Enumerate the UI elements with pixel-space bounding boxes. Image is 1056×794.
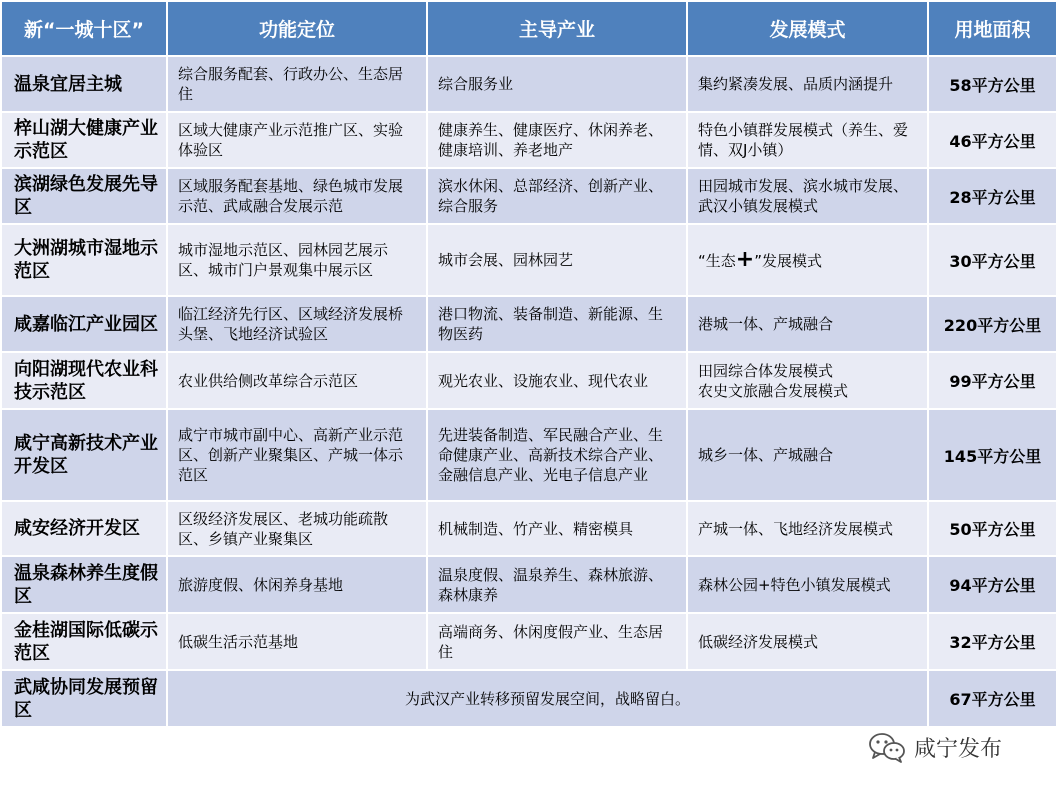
zone-name: 滨湖绿色发展先导区 [1, 168, 167, 224]
mode-cell [687, 224, 928, 296]
area-cell: 50平方公里 [928, 501, 1056, 556]
mode-cell [687, 352, 928, 409]
industry-cell: 港口物流、装备制造、新能源、生物医药 [427, 296, 687, 352]
area-cell: 32平方公里 [928, 613, 1056, 670]
area-cell: 94平方公里 [928, 556, 1056, 613]
function-cell: 区级经济发展区、老城功能疏散区、乡镇产业聚集区 [167, 501, 427, 556]
header-zone: 新“一城十区” [1, 1, 167, 56]
mode-cell: 产城一体、飞地经济发展模式 [687, 501, 928, 556]
industry-cell: 先进装备制造、军民融合产业、生命健康产业、高新技术综合产业、金融信息产业、光电子信息产业 [427, 409, 687, 501]
mode-cell: 低碳经济发展模式 [687, 613, 928, 670]
mode-prefix: “生态 [698, 251, 736, 270]
zone-name: 大洲湖城市湿地示范区 [1, 224, 167, 296]
header-area: 用地面积 [928, 1, 1056, 56]
area-cell: 145平方公里 [928, 409, 1056, 501]
industry-cell: 温泉度假、温泉养生、森林旅游、森林康养 [427, 556, 687, 613]
zone-name: 咸宁高新技术产业开发区 [1, 409, 167, 501]
table-row [1, 501, 1056, 556]
watermark-text: 咸宁发布 [914, 736, 1003, 762]
zone-name: 咸安经济开发区 [1, 501, 167, 556]
function-cell: 综合服务配套、行政办公、生态居住 [167, 56, 427, 112]
function-cell: 低碳生活示范基地 [167, 613, 427, 670]
area-cell: 58平方公里 [928, 56, 1056, 112]
area-cell: 220平方公里 [928, 296, 1056, 352]
wechat-icon [868, 731, 906, 763]
mode-line: 田园综合体发展模式 [698, 361, 834, 380]
table-row [1, 112, 1056, 168]
plus-glyph: + [735, 246, 755, 272]
industry-cell: 观光农业、设施农业、现代农业 [427, 352, 687, 409]
area-cell: 67平方公里 [928, 670, 1056, 727]
table-row [1, 352, 1056, 409]
zone-name: 温泉宜居主城 [1, 56, 167, 112]
table-row [1, 168, 1056, 224]
mode-cell: 港城一体、产城融合 [687, 296, 928, 352]
table-row [1, 556, 1056, 613]
industry-cell: 城市会展、园林园艺 [427, 224, 687, 296]
function-cell: 农业供给侧改革综合示范区 [167, 352, 427, 409]
table-row [1, 409, 1056, 501]
wechat-watermark [868, 731, 1002, 763]
area-cell: 99平方公里 [928, 352, 1056, 409]
table-row [1, 613, 1056, 670]
function-cell: 区域大健康产业示范推广区、实验体验区 [167, 112, 427, 168]
industry-cell: 高端商务、休闲度假产业、生态居住 [427, 613, 687, 670]
industry-cell: 机械制造、竹产业、精密模具 [427, 501, 687, 556]
table-row [1, 670, 1056, 727]
mode-cell: 特色小镇群发展模式（养生、爱情、双J小镇） [687, 112, 928, 168]
function-cell: 旅游度假、休闲养身基地 [167, 556, 427, 613]
industry-cell: 综合服务业 [427, 56, 687, 112]
table-row [1, 296, 1056, 352]
mode-cell: 集约紧凑发展、品质内涵提升 [687, 56, 928, 112]
zone-name: 咸嘉临江产业园区 [1, 296, 167, 352]
mode-line: 农史文旅融合发展模式 [698, 381, 849, 400]
mode-cell: 森林公园+特色小镇发展模式 [687, 556, 928, 613]
zone-name: 梓山湖大健康产业示范区 [1, 112, 167, 168]
table-row [1, 56, 1056, 112]
area-cell: 30平方公里 [928, 224, 1056, 296]
area-cell: 46平方公里 [928, 112, 1056, 168]
zone-name: 温泉森林养生度假区 [1, 556, 167, 613]
function-cell: 区域服务配套基地、绿色城市发展示范、武咸融合发展示范 [167, 168, 427, 224]
zone-name: 金桂湖国际低碳示范区 [1, 613, 167, 670]
merged-description-cell: 为武汉产业转移预留发展空间，战略留白。 [167, 670, 928, 727]
mode-cell: 城乡一体、产城融合 [687, 409, 928, 501]
industry-cell: 滨水休闲、总部经济、创新产业、综合服务 [427, 168, 687, 224]
function-cell: 城市湿地示范区、园林园艺展示区、城市门户景观集中展示区 [167, 224, 427, 296]
header-mode: 发展模式 [687, 1, 928, 56]
mode-suffix: ”发展模式 [754, 251, 822, 270]
function-cell: 临江经济先行区、区域经济发展桥头堡、飞地经济试验区 [167, 296, 427, 352]
header-function: 功能定位 [167, 1, 427, 56]
mode-cell: 田园城市发展、滨水城市发展、武汉小镇发展模式 [687, 168, 928, 224]
zone-name: 武咸协同发展预留区 [1, 670, 167, 727]
header-industry: 主导产业 [427, 1, 687, 56]
industry-cell: 健康养生、健康医疗、休闲养老、健康培训、养老地产 [427, 112, 687, 168]
table-row [1, 224, 1056, 296]
area-cell: 28平方公里 [928, 168, 1056, 224]
zone-name: 向阳湖现代农业科技示范区 [1, 352, 167, 409]
function-cell: 咸宁市城市副中心、高新产业示范区、创新产业聚集区、产城一体示范区 [167, 409, 427, 501]
header-row [1, 1, 1056, 56]
